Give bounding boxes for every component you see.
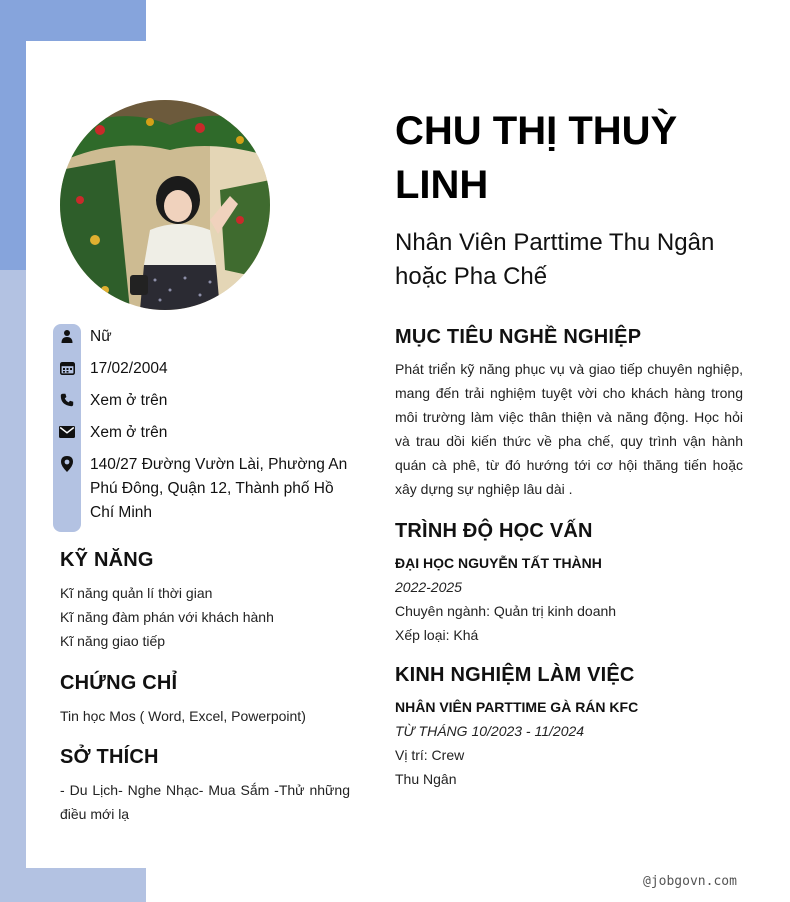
education-title: TRÌNH ĐỘ HỌC VẤN: [395, 520, 593, 542]
job-position: Vị trí: Crew: [395, 747, 465, 763]
profile-photo: [60, 100, 270, 310]
gender-text: Nữ: [90, 328, 112, 345]
hobbies-text: - Du Lịch- Nghe Nhạc- Mua Sắm -Thử những điều mới lạ: [60, 782, 350, 822]
objective-section: [395, 326, 743, 501]
candidate-name: CHU THỊ THUỲ LINH: [395, 109, 678, 207]
phone-icon: [53, 389, 81, 411]
location-pin-icon: [53, 453, 81, 475]
skills-section: [60, 549, 350, 653]
job-title: NHÂN VIÊN PARTTIME GÀ RÁN KFC: [395, 699, 639, 715]
phone-text: Xem ở trên: [90, 392, 168, 409]
birthday-text: 17/02/2004: [90, 360, 168, 377]
experience-section: [395, 664, 743, 791]
experience-title: KINH NGHIỆM LÀM VIỆC: [395, 664, 635, 686]
certificates-title: CHỨNG CHỈ: [60, 672, 178, 694]
certificates-section: [60, 672, 350, 728]
skill-item: Kĩ năng giao tiếp: [60, 633, 166, 649]
job-period: TỪ THÁNG 10/2023 - 11/2024: [395, 723, 585, 739]
education-section: [395, 520, 743, 647]
job-duty: Thu Ngân: [395, 771, 457, 787]
address-text: 140/27 Đường Vườn Lài, Phường An Phú Đông, Quận 12, Thành phố Hồ Chí Minh: [90, 456, 348, 521]
skill-item: Kĩ năng quản lí thời gian: [60, 585, 213, 601]
education-grade: Xếp loại: Khá: [395, 627, 479, 643]
skills-title: KỸ NĂNG: [60, 549, 154, 571]
mail-icon: [53, 421, 81, 443]
person-icon: [53, 325, 81, 347]
education-period: 2022-2025: [395, 579, 462, 595]
email-text: Xem ở trên: [90, 424, 168, 441]
hobbies-section: [60, 746, 350, 826]
certificate-item: Tin học Mos ( Word, Excel, Powerpoint): [60, 708, 306, 724]
skill-item: Kĩ năng đàm phán với khách hành: [60, 609, 274, 625]
calendar-icon: [53, 357, 81, 379]
education-major: Chuyên ngành: Quản trị kinh doanh: [395, 603, 617, 619]
candidate-role: Nhân Viên Parttime Thu Ngân hoặc Pha Chế: [395, 229, 715, 290]
hobbies-title: SỞ THÍCH: [60, 746, 159, 768]
objective-text: Phát triển kỹ năng phục vụ và giao tiếp chuyên nghiệp, mang đến trải nghiệm tuyệt vời cho khách hàng trong môi trường làm việc thân thiện và năng động. Học hỏi và trau dồi kiến thức về pha chế, quy trình vận hành quán cà phê, từ đó hướng tới cơ hội thăng tiến hoặc xây dựng sự nghiệp lâu dài .: [395, 361, 743, 497]
objective-title: MỤC TIÊU NGHỀ NGHIỆP: [395, 326, 642, 348]
school-name: ĐẠI HỌC NGUYỄN TẤT THÀNH: [395, 555, 602, 571]
watermark-text: @jobgovn.com: [643, 874, 737, 889]
